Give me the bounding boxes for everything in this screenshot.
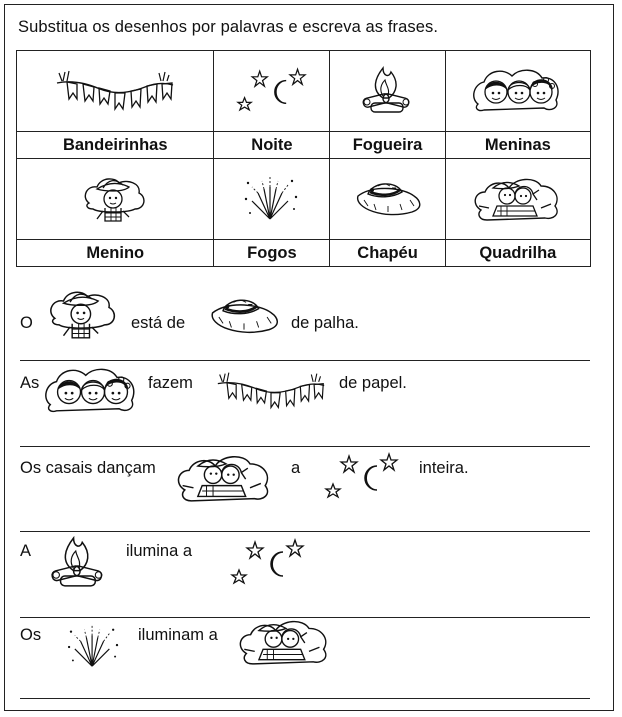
vocab-label-fogos: Fogos <box>247 244 297 262</box>
picture-cell <box>330 51 445 132</box>
girls-icon <box>44 367 140 415</box>
sentence-5-word-1: Os <box>20 626 42 644</box>
label-row <box>17 132 591 159</box>
moon-stars-icon <box>237 68 307 114</box>
vocab-label-menino: Menino <box>86 244 145 262</box>
sentence-4-fire-picture <box>48 538 110 588</box>
bunting-flags-icon <box>216 370 326 412</box>
girls-icon <box>474 68 562 114</box>
sentence-2-girls-picture <box>44 367 140 415</box>
straw-hat-icon <box>208 294 280 338</box>
writing-line-2[interactable] <box>20 446 590 447</box>
dancing-couple-icon <box>240 618 330 666</box>
picture-cell <box>445 159 590 240</box>
vocabulary-table <box>16 50 591 267</box>
moon-stars-icon <box>322 454 402 500</box>
vocab-label-quadrilha: Quadrilha <box>479 244 557 262</box>
sentence-4-word-2: ilumina a <box>126 542 193 560</box>
picture-cell <box>330 159 445 240</box>
picture-cell <box>17 51 214 132</box>
sentence-1-hat-picture <box>208 294 280 338</box>
sentence-1-boy-picture <box>44 288 122 340</box>
label-row <box>17 240 591 267</box>
vocab-label-fogueira: Fogueira <box>352 136 423 154</box>
sentence-5-word-2: iluminam a <box>138 626 218 644</box>
picture-cell <box>214 159 330 240</box>
picture-row <box>17 159 591 240</box>
sentence-1-word-1: O <box>20 314 33 332</box>
sentence-3-night-picture <box>322 454 402 500</box>
moon-stars-icon <box>228 540 308 586</box>
sentence-5-fireworks-picture <box>64 624 124 670</box>
vocab-label-bandeirinhas: Bandeirinhas <box>62 136 168 154</box>
picture-cell <box>214 51 330 132</box>
bonfire-icon <box>48 538 110 588</box>
sentence-3-word-2: a <box>291 459 301 477</box>
fireworks-icon <box>244 175 300 223</box>
sentence-1-word-3: de palha. <box>291 314 359 332</box>
sentence-4-night-picture <box>228 540 308 586</box>
dancing-couple-icon <box>178 453 272 503</box>
vocab-label-chapeu: Chapéu <box>357 244 418 262</box>
sentence-5-couple-picture <box>240 618 330 666</box>
bunting-flags-icon <box>55 69 175 113</box>
sentence-3-couple-picture <box>178 453 272 503</box>
picture-cell <box>17 159 214 240</box>
instruction-text: Substitua os desenhos por palavras e escreva as frases. <box>18 18 439 36</box>
boy-icon <box>44 288 122 340</box>
sentence-4-word-1: A <box>20 542 32 560</box>
bonfire-icon <box>361 68 415 114</box>
fireworks-icon <box>64 624 124 670</box>
writing-line-3[interactable] <box>20 531 590 532</box>
vocab-label-noite: Noite <box>251 136 293 154</box>
sentence-2-word-2: fazem <box>148 374 193 392</box>
sentence-2-word-1: As <box>20 374 40 392</box>
boy-icon <box>83 175 147 223</box>
picture-cell <box>445 51 590 132</box>
writing-line-1[interactable] <box>20 360 590 361</box>
sentence-2-bunting-picture <box>216 370 326 412</box>
writing-line-5[interactable] <box>20 698 590 699</box>
straw-hat-icon <box>354 178 422 220</box>
picture-row <box>17 51 591 132</box>
sentence-3-word-1: Os casais dançam <box>20 459 156 477</box>
dancing-couple-icon <box>475 176 561 222</box>
vocab-label-meninas: Meninas <box>484 136 551 154</box>
sentence-2-word-3: de papel. <box>339 374 407 392</box>
sentence-1-word-2: está de <box>131 314 186 332</box>
sentence-3-word-3: inteira. <box>419 459 469 477</box>
